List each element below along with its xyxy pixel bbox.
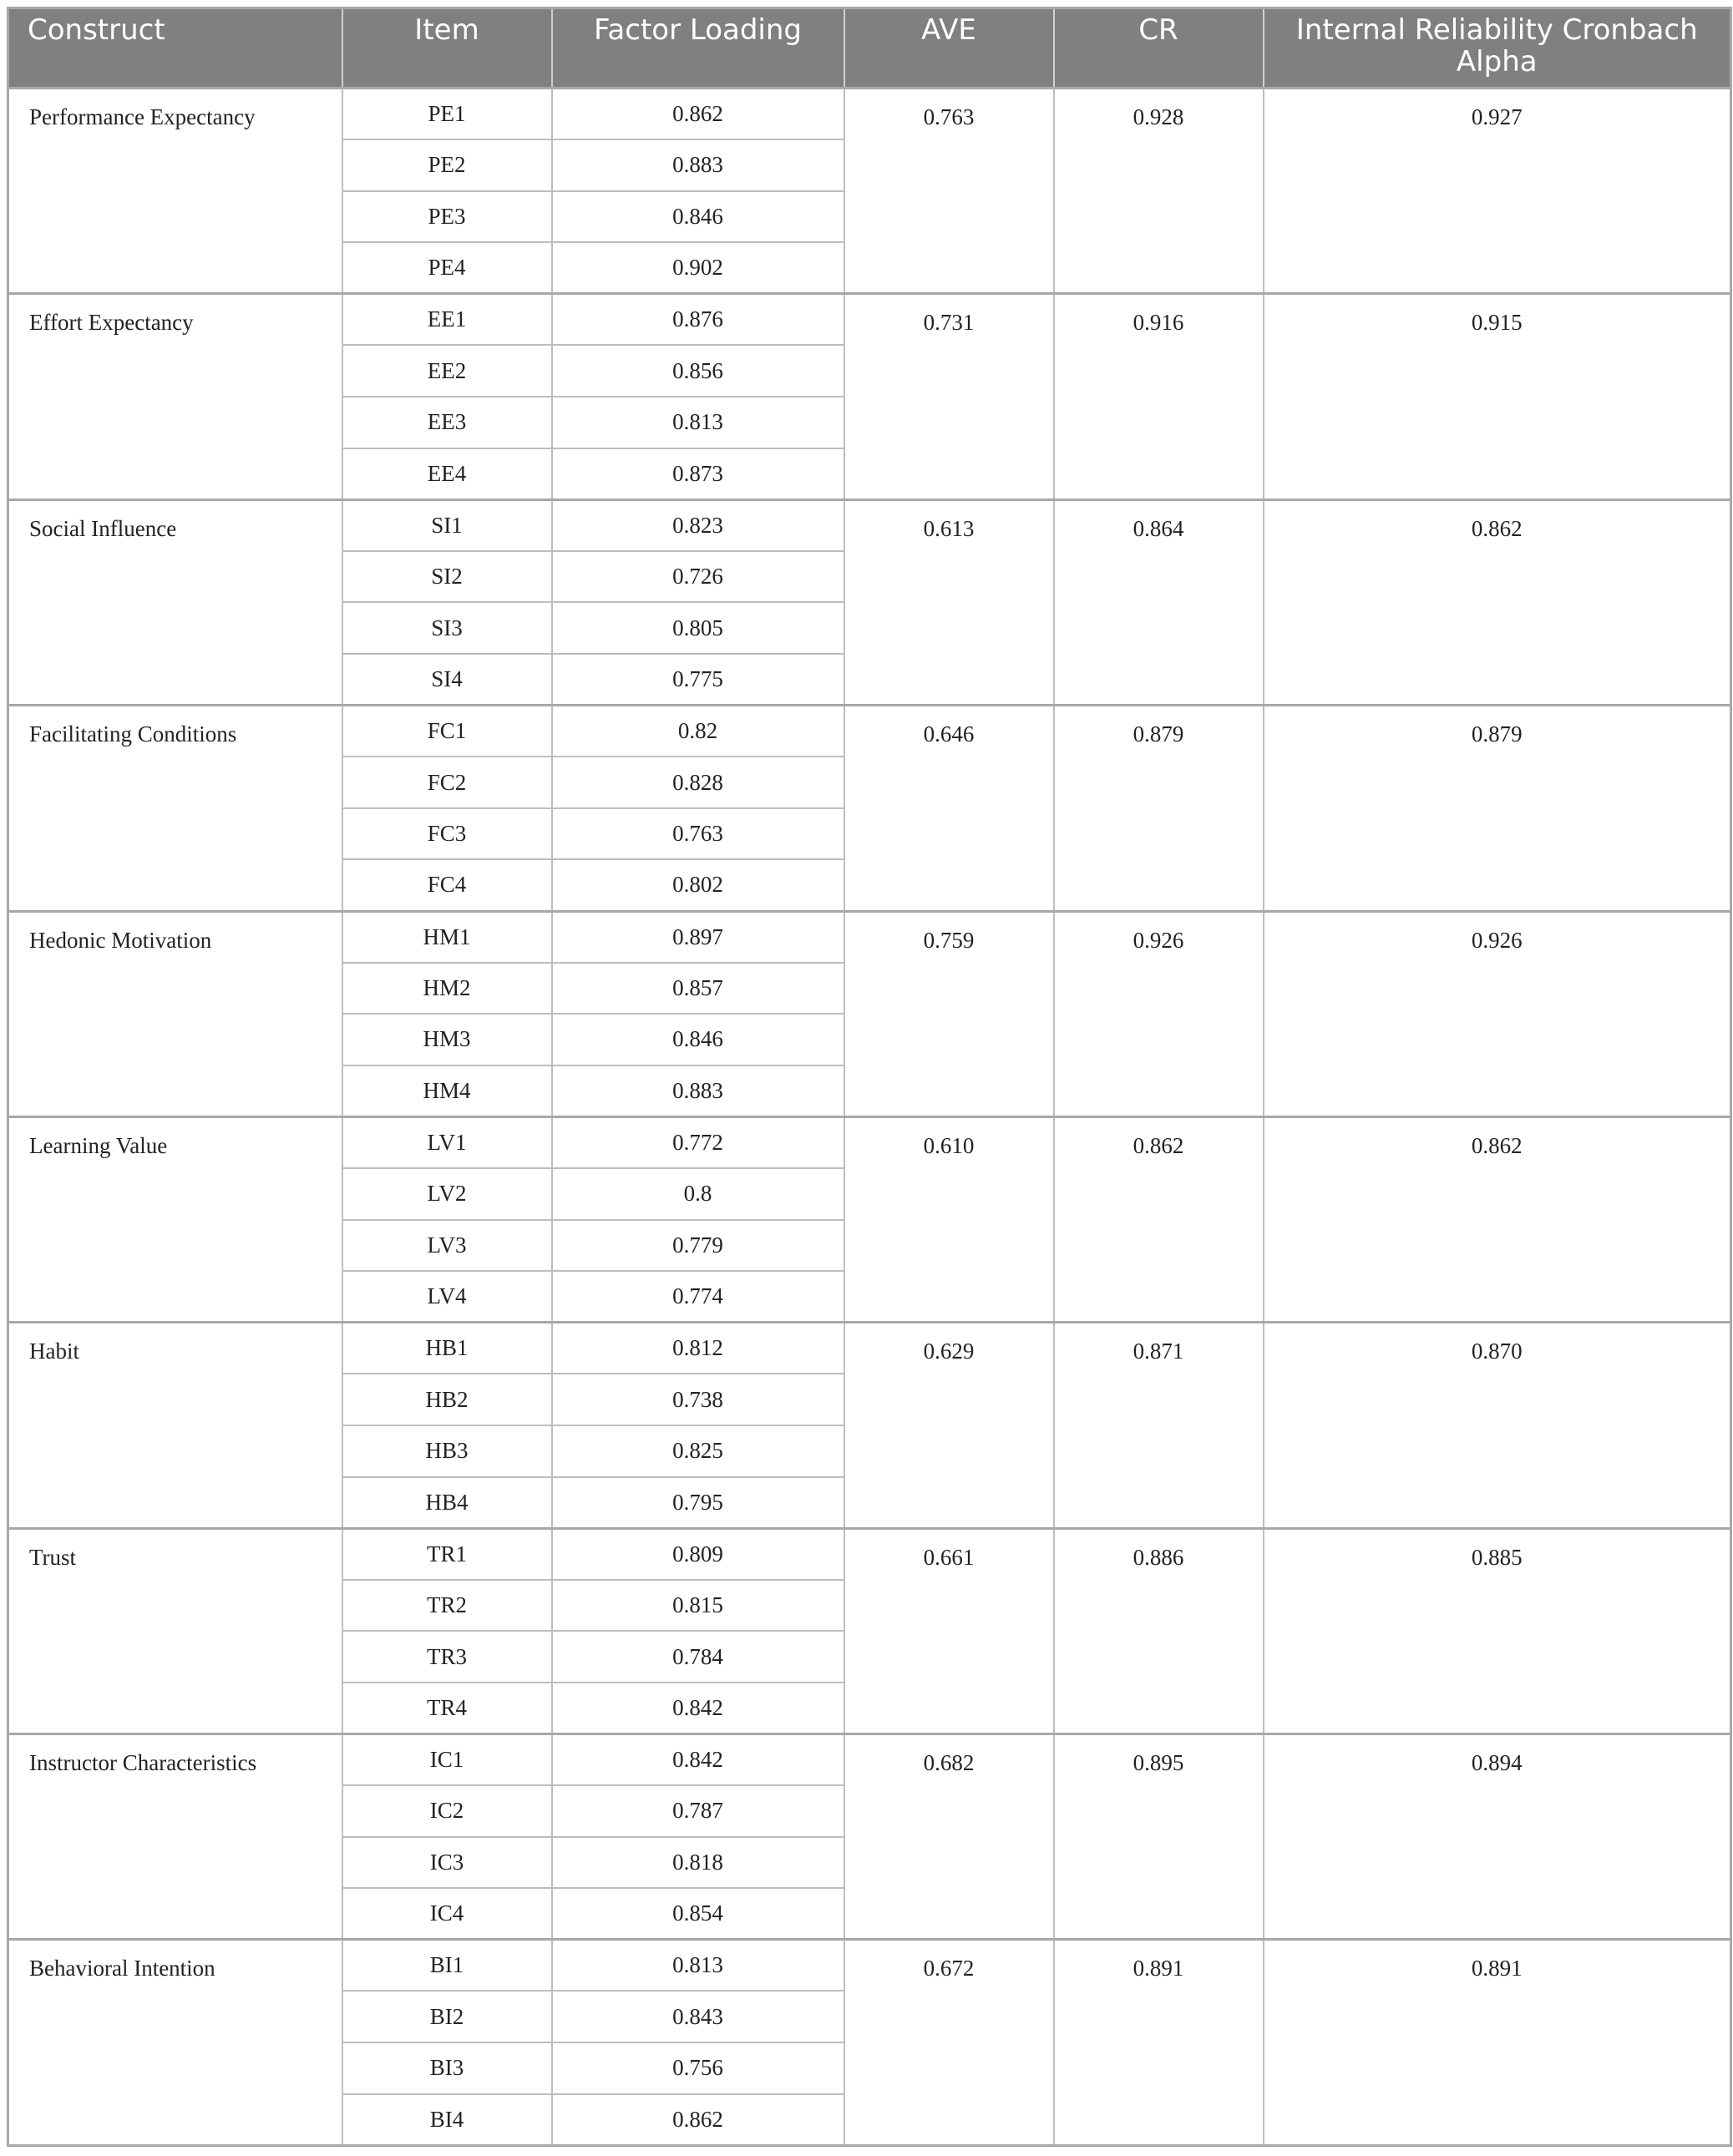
- construct-cell: Effort Expectancy: [8, 294, 342, 499]
- item-cell: SI4: [342, 654, 552, 706]
- factor-loading-cell: 0.883: [552, 1065, 844, 1117]
- item-cell: IC3: [342, 1837, 552, 1889]
- factor-loading-cell: 0.857: [552, 963, 844, 1015]
- cronbach-alpha-cell: 0.862: [1264, 499, 1731, 705]
- factor-loading-cell: 0.854: [552, 1888, 844, 1940]
- factor-loading-cell: 0.772: [552, 1116, 844, 1168]
- table-row: [8, 89, 1731, 140]
- item-cell: LV1: [342, 1116, 552, 1168]
- table-row: [8, 1734, 1731, 1786]
- factor-loading-cell: 0.846: [552, 191, 844, 243]
- ave-cell: 0.613: [844, 499, 1054, 705]
- factor-loading-cell: 0.823: [552, 499, 844, 551]
- ave-cell: 0.610: [844, 1116, 1054, 1322]
- item-cell: EE1: [342, 294, 552, 346]
- factor-loading-cell: 0.775: [552, 654, 844, 706]
- construct-cell: Learning Value: [8, 1116, 342, 1322]
- item-cell: FC1: [342, 706, 552, 757]
- ave-cell: 0.629: [844, 1323, 1054, 1528]
- item-cell: LV2: [342, 1168, 552, 1220]
- item-cell: IC4: [342, 1888, 552, 1940]
- construct-cell: Facilitating Conditions: [8, 706, 342, 911]
- cr-cell: 0.916: [1054, 294, 1264, 499]
- cr-cell: 0.928: [1054, 89, 1264, 294]
- ave-cell: 0.763: [844, 89, 1054, 294]
- factor-loading-cell: 0.784: [552, 1631, 844, 1683]
- cr-cell: 0.864: [1054, 499, 1264, 705]
- header-cr: CR: [1054, 8, 1264, 89]
- item-cell: PE3: [342, 191, 552, 243]
- cronbach-alpha-cell: 0.870: [1264, 1323, 1731, 1528]
- item-cell: HB1: [342, 1323, 552, 1374]
- factor-loading-cell: 0.738: [552, 1374, 844, 1425]
- header-ave: AVE: [844, 8, 1054, 89]
- factor-loading-cell: 0.842: [552, 1683, 844, 1734]
- item-cell: BI4: [342, 2094, 552, 2146]
- cronbach-alpha-cell: 0.927: [1264, 89, 1731, 294]
- ave-cell: 0.646: [844, 706, 1054, 911]
- factor-loading-cell: 0.756: [552, 2042, 844, 2094]
- table-body: [8, 89, 1731, 2146]
- factor-loading-cell: 0.726: [552, 551, 844, 603]
- construct-cell: Habit: [8, 1323, 342, 1528]
- cr-cell: 0.891: [1054, 1940, 1264, 2145]
- cronbach-alpha-cell: 0.879: [1264, 706, 1731, 911]
- item-cell: PE2: [342, 139, 552, 191]
- cr-cell: 0.879: [1054, 706, 1264, 911]
- header-item: Item: [342, 8, 552, 89]
- cronbach-alpha-cell: 0.885: [1264, 1528, 1731, 1733]
- header-cronbach-alpha: Internal Reliability Cronbach Alpha: [1264, 8, 1731, 89]
- cr-cell: 0.886: [1054, 1528, 1264, 1733]
- item-cell: LV3: [342, 1220, 552, 1272]
- item-cell: HB4: [342, 1477, 552, 1529]
- factor-loading-cell: 0.825: [552, 1425, 844, 1477]
- item-cell: SI3: [342, 602, 552, 654]
- item-cell: EE2: [342, 345, 552, 397]
- cr-cell: 0.871: [1054, 1323, 1264, 1528]
- ave-cell: 0.661: [844, 1528, 1054, 1733]
- item-cell: LV4: [342, 1271, 552, 1323]
- factor-loading-cell: 0.873: [552, 448, 844, 500]
- factor-loading-cell: 0.876: [552, 294, 844, 346]
- table-row: [8, 499, 1731, 551]
- factor-loading-cell: 0.809: [552, 1528, 844, 1580]
- cr-cell: 0.926: [1054, 911, 1264, 1116]
- ave-cell: 0.672: [844, 1940, 1054, 2145]
- item-cell: EE4: [342, 448, 552, 500]
- item-cell: FC2: [342, 757, 552, 808]
- item-cell: FC3: [342, 808, 552, 860]
- construct-cell: Social Influence: [8, 499, 342, 705]
- item-cell: BI3: [342, 2042, 552, 2094]
- item-cell: HM2: [342, 963, 552, 1015]
- item-cell: IC2: [342, 1785, 552, 1837]
- header-row: [8, 8, 1731, 89]
- item-cell: FC4: [342, 859, 552, 911]
- construct-cell: Trust: [8, 1528, 342, 1733]
- factor-loading-cell: 0.763: [552, 808, 844, 860]
- header-factor-loading: Factor Loading: [552, 8, 844, 89]
- construct-cell: Performance Expectancy: [8, 89, 342, 294]
- item-cell: BI2: [342, 1991, 552, 2042]
- construct-cell: Behavioral Intention: [8, 1940, 342, 2145]
- table-row: [8, 1116, 1731, 1168]
- item-cell: BI1: [342, 1940, 552, 1992]
- item-cell: SI2: [342, 551, 552, 603]
- factor-loading-cell: 0.818: [552, 1837, 844, 1889]
- table-row: [8, 1323, 1731, 1374]
- table-row: [8, 1940, 1731, 1992]
- table-row: [8, 706, 1731, 757]
- cronbach-alpha-cell: 0.894: [1264, 1734, 1731, 1940]
- item-cell: TR2: [342, 1580, 552, 1632]
- factor-loading-cell: 0.897: [552, 911, 844, 963]
- table-header: [8, 8, 1731, 89]
- item-cell: TR4: [342, 1683, 552, 1734]
- table-row: [8, 294, 1731, 346]
- cronbach-alpha-cell: 0.862: [1264, 1116, 1731, 1322]
- ave-cell: 0.759: [844, 911, 1054, 1116]
- factor-loading-cell: 0.846: [552, 1014, 844, 1065]
- item-cell: HB2: [342, 1374, 552, 1425]
- reliability-table: [7, 7, 1732, 2147]
- construct-cell: Hedonic Motivation: [8, 911, 342, 1116]
- item-cell: HB3: [342, 1425, 552, 1477]
- table-row: [8, 1528, 1731, 1580]
- factor-loading-cell: 0.787: [552, 1785, 844, 1837]
- item-cell: PE1: [342, 89, 552, 140]
- factor-loading-cell: 0.82: [552, 706, 844, 757]
- item-cell: TR3: [342, 1631, 552, 1683]
- factor-loading-cell: 0.813: [552, 397, 844, 448]
- factor-loading-cell: 0.774: [552, 1271, 844, 1323]
- cronbach-alpha-cell: 0.915: [1264, 294, 1731, 499]
- item-cell: IC1: [342, 1734, 552, 1786]
- cronbach-alpha-cell: 0.926: [1264, 911, 1731, 1116]
- factor-loading-cell: 0.815: [552, 1580, 844, 1632]
- factor-loading-cell: 0.805: [552, 602, 844, 654]
- item-cell: PE4: [342, 242, 552, 294]
- header-construct: Construct: [8, 8, 342, 89]
- cr-cell: 0.895: [1054, 1734, 1264, 1940]
- factor-loading-cell: 0.795: [552, 1477, 844, 1529]
- factor-loading-cell: 0.883: [552, 139, 844, 191]
- item-cell: HM1: [342, 911, 552, 963]
- cronbach-alpha-cell: 0.891: [1264, 1940, 1731, 2145]
- factor-loading-cell: 0.842: [552, 1734, 844, 1786]
- item-cell: SI1: [342, 499, 552, 551]
- ave-cell: 0.731: [844, 294, 1054, 499]
- ave-cell: 0.682: [844, 1734, 1054, 1940]
- factor-loading-cell: 0.843: [552, 1991, 844, 2042]
- construct-cell: Instructor Characteristics: [8, 1734, 342, 1940]
- factor-loading-cell: 0.828: [552, 757, 844, 808]
- factor-loading-cell: 0.862: [552, 2094, 844, 2146]
- factor-loading-cell: 0.812: [552, 1323, 844, 1374]
- table-row: [8, 911, 1731, 963]
- factor-loading-cell: 0.856: [552, 345, 844, 397]
- cr-cell: 0.862: [1054, 1116, 1264, 1322]
- factor-loading-cell: 0.862: [552, 89, 844, 140]
- item-cell: EE3: [342, 397, 552, 448]
- factor-loading-cell: 0.802: [552, 859, 844, 911]
- item-cell: TR1: [342, 1528, 552, 1580]
- factor-loading-cell: 0.813: [552, 1940, 844, 1992]
- item-cell: HM3: [342, 1014, 552, 1065]
- factor-loading-cell: 0.8: [552, 1168, 844, 1220]
- factor-loading-cell: 0.902: [552, 242, 844, 294]
- item-cell: HM4: [342, 1065, 552, 1117]
- factor-loading-cell: 0.779: [552, 1220, 844, 1272]
